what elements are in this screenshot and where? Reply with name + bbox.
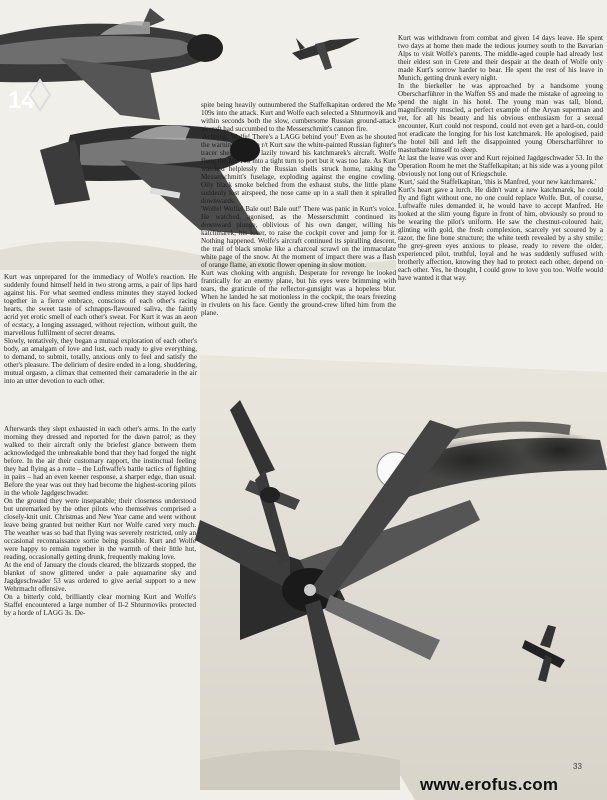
paragraph: On the ground they were inseparable; their closeness understood but unremarked by the other pilots who themselves comprised a closely-knit unit. Christmas and New Year came and went without leave being granted but neither Kurt nor Wolfe cared very much. The weather was so bad that flying was severely restricted, only an occasional reconnaissance sortie being possible. Kurt and Wolfe were happy to remain together in the warmth of their little hut, reading, occasionally getting drunk, frequently making love.	[4, 497, 196, 561]
text-column-2	[4, 425, 196, 795]
paragraph: Afterwards they slept exhausted in each other's arms. In the early morning they dressed and reported for the dawn patrol; as they walked to their aircraft only the briefest glance between them acknowledged the unbreakable bond that they had forged the night before. In the air their customary rapport, the instinctual feeling they had flying as a rotte – the Luftwaffe's battle tactics of fighting in pairs – had an even keener response, a sharper edge, than usual. Before the year was out they had become the highest-scoring pilots in the whole Jagdgeschwader.	[4, 425, 196, 497]
paragraph: At last the leave was over and Kurt rejoined Jagdgeschwader 53. In the Operation Room he met the Staffelkapitan; at his side was a young pilot obviously not long out of Kriegschule.	[398, 154, 603, 178]
paragraph: On a bitterly cold, brilliantly clear morning Kurt and Wolfe's Staffel encountered a large number of Il-2 Shturmoviks protected by a horde of LAGG 3s. De-	[4, 593, 196, 617]
text-column-1	[4, 273, 197, 420]
paragraph: 'Wolfe! Wolfe! Bale out! Bale out!' There was panic in Kurt's voice. He watched, agonised, as the Messerschmitt continued its downward plunge, oblivious of his own danger, willing his katchmarek, his lover, to raise the cockpit cover and jump for it. Nothing happened. Wolfe's aircraft continued its spiralling descent, the trail of black smoke like a charcoal scrawl on the immaculate white page of the snow. At the moment of impact there was a flash of orange flame, an exotic flower opening in slow motion.	[201, 205, 396, 269]
watermark-text: www.erofus.com	[420, 775, 559, 794]
page-number: 33	[573, 762, 582, 771]
paragraph: Slowly, tentatively, they began a mutual exploration of each other's body, an amalgam of love and lust, each ready to give everything, to demand, to submit, totally, anxious only to feel and satisfy the other's pleasure. The delirium of desire ended in a long, shuddering, mutual orgasm, a climax that cemented their camaraderie in the air into an utter devotion to each other.	[4, 337, 197, 385]
paragraph: In the bierkeller he was approached by a handsome young Oberscharführer in the Waffen SS and made the mistake of agreeing to spend the night in his hotel. The young man was tall, blond, magnificently muscled, a perfect example of the Aryan superman and yet, for all his beauty and his obvious enthusiasm for a sexual encounter, Kurt could not respond, could not even get a hard-on, could not eradicate the longing for his lost katchmarek. He apologised, paid the hotel bill and left the disappointed young Oberscharführer to masturbate himself to sleep.	[398, 82, 603, 154]
paragraph: Kurt was choking with anguish. Desperate for revenge he looked frantically for an enemy plane, but his eyes were brimming with tears, the graticule of the reflector-gunsight was a hopeless blur. When he landed he sat motionless in the cockpit, the tears freezing in rivulets on his face. Gently the ground-crew lifted him from the plane.	[201, 269, 396, 317]
paragraph: Kurt was withdrawn from combat and given 14 days leave. He spent two days at home then made the tedious journey south to the Bavarian Alps to visit Wolfe's parents. The middle-aged couple had already lost their eldest son in Crete and their despair at the death of Wolfe only made Kurt's sorrow harder to bear. He spent the rest of his leave in Munich, getting drunk every night.	[398, 34, 603, 82]
paragraph: Kurt's heart gave a lurch. He didn't want a new katchmarek, he could fly and fight without one, no one could replace Wolfe. But, of course, Luftwaffe rules demanded it, he would have to accept Manfred. He looked at the slim young figure in front of him, obviously so proud to be wearing the pilot's uniform. He saw the chestnut-coloured hair, glinting with gold, the fresh complexion, scarcely yet scoured by a razor, the fine bone structure; the white teeth revealed by a shy smile; the grey-green eyes anxious to please, ready to revere the older, experienced pilot, truthful, loyal and he was suddenly suffused with brotherly affection, knowing they had to protect each other, depend on each other. Yes, he thought, I could grow to love you too. Wolfe would have wanted it that way.	[398, 186, 603, 282]
text-column-3	[201, 101, 396, 351]
paragraph: 'Kurt,' said the Staffelkapitan, 'this is Manfred, your new katchmarek.'	[398, 178, 597, 186]
paragraph: 'Achtung, Wolfe! There's a LAGG behind you!' Even as he shouted the warning over the r/t Kurt saw the white-painted Russian fighter's tracer shells stream lazily toward his katchmarek's aircraft. Wolfe flung the Me 109 into a tight turn to port but it was too late. As Kurt watched helplessly the Russian shells struck home, raking the Messerschmitt's fuselage, exploding against the engine cowling. Oily black smoke belched from the exhaust stubs, the little plane suddenly lost airspeed, the nose came up in a stall then it spiralled downwards.	[201, 133, 396, 205]
paragraph: At the end of January the clouds cleared, the blizzards stopped, the blanket of snow glittered under a pale aquamarine sky and Jagdgeschwader 53 was ordered to give aerial support to a new Wehrmacht offensive.	[4, 561, 196, 593]
text-column-4	[398, 34, 603, 370]
lower-combat-scene	[195, 355, 607, 800]
paragraph: Kurt was unprepared for the immediacy of Wolfe's reaction. He suddenly found himself held in two strong arms, a pair of lips hard against his. For what seemed endless minutes they stayed locked together in a fierce embrace, conscious of each other's racing hearts, the sweet taste of schnapps-flavoured saliva, the faintly acrid yet erotic smell of each other's sweat. For Kurt it was an aeon of ecstacy, a longing assuaged, without rejection, without guilt, the marvellous fulfilment of secret dreams.	[4, 273, 197, 337]
paragraph: spite being heavily outnumbered the Staffelkapitan ordered the Me 109s into the attack. Kurt and Wolfe each selected a Shturmovik and within seconds both the slow, cumbersome Russian ground-attack aircraft had succumbed to the Messerschmitt's cannon fire.	[201, 101, 396, 133]
tail-number-marking: 14	[8, 87, 35, 114]
